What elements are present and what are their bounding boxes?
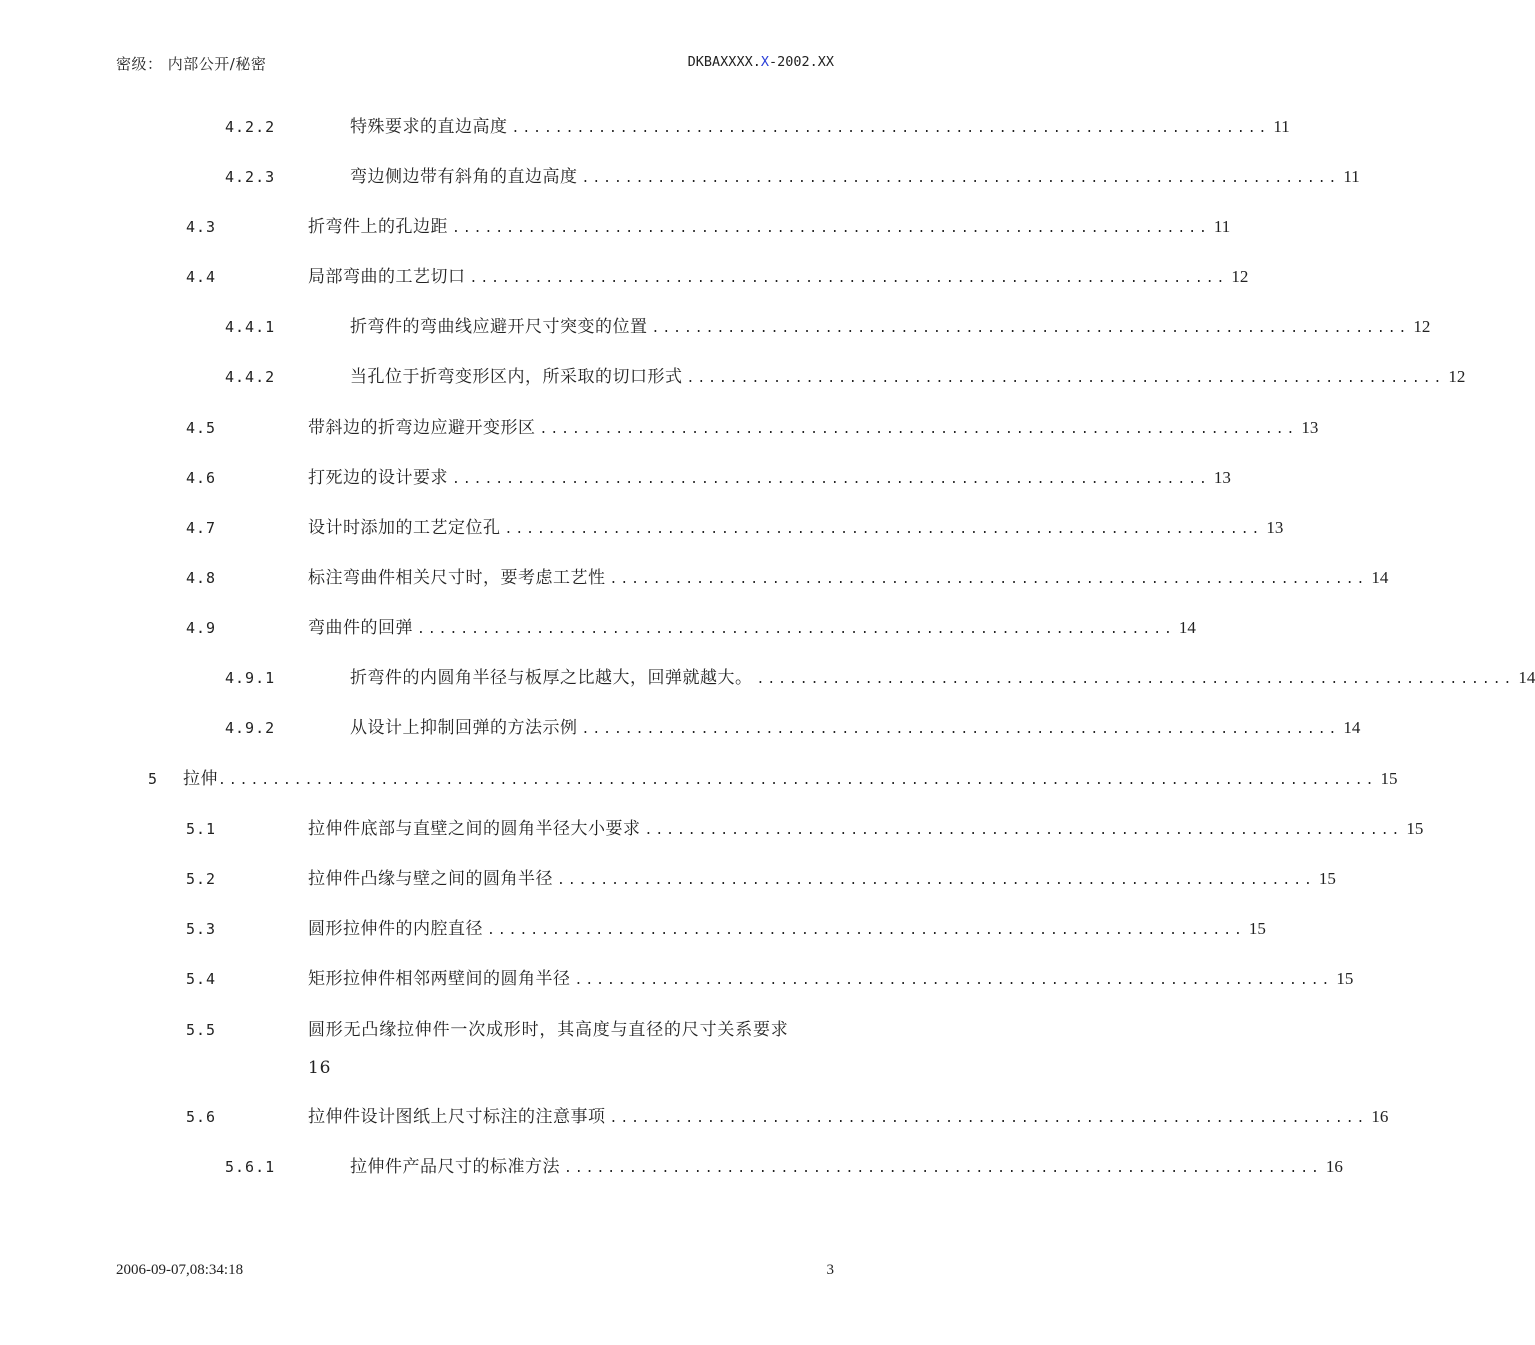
- toc-entry[interactable]: [308, 265, 1249, 289]
- toc-page-number: 15: [1318, 869, 1336, 888]
- toc-number: 5.6: [186, 1108, 217, 1126]
- toc-number: 5.5: [186, 1021, 217, 1039]
- toc-leader: ......................................................................: [487, 923, 1245, 938]
- toc-leader: ......................................................................: [469, 271, 1228, 286]
- document-code-suffix: -2002.XX: [768, 54, 834, 70]
- toc-number: 5.3: [186, 920, 217, 938]
- toc-entry[interactable]: [308, 917, 1266, 941]
- document-code: [688, 54, 834, 70]
- toc-title: 带斜边的折弯边应避开变形区: [308, 418, 536, 438]
- toc-entry[interactable]: [308, 867, 1336, 891]
- toc-entry[interactable]: [308, 466, 1231, 490]
- toc-leader: ......................................................................: [417, 622, 1175, 637]
- toc-leader: ......................................................................: [557, 873, 1315, 888]
- toc-page-number: 11: [1343, 167, 1360, 186]
- toc-title: 折弯件的弯曲线应避开尺寸突变的位置: [350, 317, 648, 337]
- toc-leader: ......................................................................: [686, 371, 1445, 386]
- toc-page-number: 16: [1325, 1157, 1343, 1176]
- toc-number: 5.2: [186, 870, 217, 888]
- toc-number: 4.8: [186, 569, 217, 587]
- toc-page-number: 13: [1301, 418, 1319, 437]
- toc-entry[interactable]: [308, 1105, 1389, 1129]
- toc-entry[interactable]: [308, 215, 1231, 239]
- toc-number: 4.9.1: [225, 669, 276, 687]
- toc-leader: ...........................................................................................................: [218, 773, 1377, 788]
- toc-title: 设计时添加的工艺定位孔: [308, 518, 501, 538]
- toc-page-number: 15: [1248, 919, 1266, 938]
- toc-title: 弯曲件的回弹: [308, 618, 413, 638]
- toc-page-number: 12: [1413, 317, 1431, 336]
- toc-number: 4.2.2: [225, 118, 276, 136]
- toc-title: 折弯件上的孔边距: [308, 217, 448, 237]
- toc-title: 弯边侧边带有斜角的直边高度: [350, 167, 578, 187]
- toc-title: 折弯件的内圆角半径与板厚之比越大，回弹就越大。: [350, 668, 753, 688]
- toc-entry[interactable]: [308, 817, 1424, 841]
- toc-entry[interactable]: [350, 165, 1360, 189]
- toc-page-number: 14: [1371, 568, 1389, 587]
- toc-leader: ......................................................................: [574, 973, 1333, 988]
- toc-page-number: 15: [1336, 969, 1354, 988]
- toc-entry[interactable]: [350, 716, 1361, 740]
- toc-leader: ......................................................................: [581, 171, 1340, 186]
- toc-leader: ......................................................................: [504, 522, 1263, 537]
- toc-title: 标注弯曲件相关尺寸时，要考虑工艺性: [308, 568, 606, 588]
- toc-leader: ......................................................................: [452, 221, 1210, 236]
- toc-title: 特殊要求的直边高度: [350, 117, 508, 137]
- toc-page-number: 15: [1380, 769, 1398, 788]
- toc-page-number: 14: [1518, 668, 1535, 687]
- toc-page-number: 15: [1406, 819, 1424, 838]
- toc-number: 4.2.3: [225, 168, 276, 186]
- toc-title: 拉伸件底部与直壁之间的圆角半径大小要求: [308, 819, 641, 839]
- toc-page-number: 13: [1213, 468, 1231, 487]
- toc-title: 圆形无凸缘拉伸件一次成形时，其高度与直径的尺寸关系要求: [308, 1020, 789, 1040]
- toc-number: 4.4.2: [225, 368, 276, 386]
- security-level-label: 密级： 内部公开/秘密: [116, 55, 267, 73]
- toc-leader: ......................................................................: [756, 672, 1515, 687]
- toc-entry-wrapped[interactable]: [308, 1011, 834, 1087]
- toc-title: 打死边的设计要求: [308, 468, 448, 488]
- toc-entry[interactable]: [350, 115, 1290, 139]
- toc-number: 5: [148, 770, 159, 788]
- toc-page-number: 12: [1448, 367, 1466, 386]
- toc-number: 4.7: [186, 519, 217, 537]
- toc-page-number: 16: [308, 1058, 332, 1078]
- toc-entry[interactable]: [308, 566, 1389, 590]
- footer-page-number: 3: [826, 1262, 834, 1278]
- toc-entry[interactable]: [350, 365, 1466, 389]
- toc-leader: ......................................................................: [511, 121, 1270, 136]
- toc-leader: ......................................................................: [651, 321, 1410, 336]
- toc-entry[interactable]: [308, 967, 1354, 991]
- toc-leader: ......................................................................: [609, 572, 1368, 587]
- toc-entry[interactable]: [350, 666, 1535, 690]
- toc-leader: ......................................................................: [539, 422, 1298, 437]
- toc-title: 拉伸件产品尺寸的标准方法: [350, 1157, 560, 1177]
- toc-title: 圆形拉伸件的内腔直径: [308, 919, 483, 939]
- toc-leader: ......................................................................: [452, 472, 1210, 487]
- toc-page-number: 14: [1343, 718, 1361, 737]
- toc-title: 矩形拉伸件相邻两壁间的圆角半径: [308, 969, 571, 989]
- toc-entry[interactable]: [350, 315, 1431, 339]
- toc-number: 4.4.1: [225, 318, 276, 336]
- toc-page-number: 11: [1213, 217, 1231, 236]
- toc-title: 当孔位于折弯变形区内，所采取的切口形式: [350, 367, 683, 387]
- toc-number: 5.1: [186, 820, 217, 838]
- toc-entry[interactable]: [183, 767, 1398, 791]
- toc-number: 4.9: [186, 619, 217, 637]
- toc-number: 5.4: [186, 970, 217, 988]
- toc-title: 拉伸件设计图纸上尺寸标注的注意事项: [308, 1107, 606, 1127]
- document-code-highlight: X: [760, 54, 769, 70]
- toc-number: 4.4: [186, 268, 217, 286]
- toc-leader: ......................................................................: [644, 823, 1403, 838]
- toc-number: 4.9.2: [225, 719, 276, 737]
- toc-title: 从设计上抑制回弹的方法示例: [350, 718, 578, 738]
- toc-leader: ......................................................................: [564, 1161, 1322, 1176]
- toc-number: 5.6.1: [225, 1158, 276, 1176]
- toc-page-number: 11: [1273, 117, 1290, 136]
- toc-title: 拉伸: [183, 769, 218, 789]
- document-code-prefix: DKBAXXXX.: [687, 54, 761, 70]
- toc-entry[interactable]: [350, 1155, 1343, 1179]
- toc-entry[interactable]: [308, 416, 1319, 440]
- toc-title: 局部弯曲的工艺切口: [308, 267, 466, 287]
- toc-leader: ......................................................................: [581, 722, 1340, 737]
- toc-entry[interactable]: [308, 616, 1196, 640]
- toc-number: 4.5: [186, 419, 217, 437]
- toc-page-number: 16: [1371, 1107, 1389, 1126]
- footer-timestamp: 2006-09-07,08:34:18: [116, 1262, 244, 1278]
- toc-number: 4.3: [186, 218, 217, 236]
- toc-page-number: 14: [1178, 618, 1196, 637]
- toc-number: 4.6: [186, 469, 217, 487]
- toc-entry[interactable]: [308, 516, 1284, 540]
- toc-title: 拉伸件凸缘与壁之间的圆角半径: [308, 869, 553, 889]
- toc-page-number: 13: [1266, 518, 1284, 537]
- toc-page-number: 12: [1231, 267, 1249, 286]
- toc-leader: ......................................................................: [609, 1111, 1368, 1126]
